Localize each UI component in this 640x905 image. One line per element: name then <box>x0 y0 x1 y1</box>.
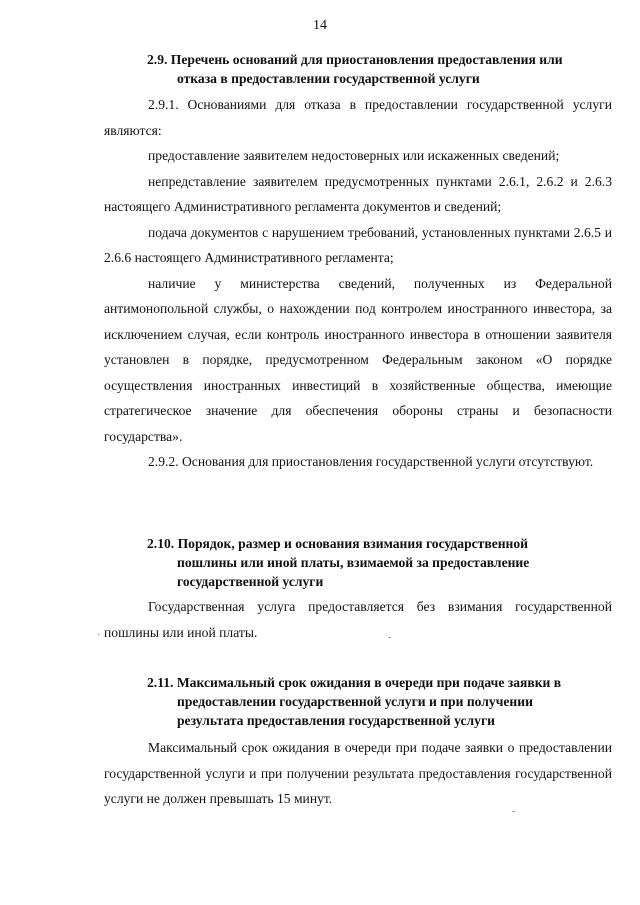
section-2-9-heading <box>147 50 613 88</box>
section-2-10-heading-line2: пошлины или иной платы, взимаемой за предоставление <box>177 555 530 570</box>
scan-speck: - <box>388 632 392 643</box>
refusal-reason-4: наличие у министерства сведений, полученных из Федеральной антимонопольной службы, о нахождении под контролем иностранного инвестора, за исключением случая, если контроль иностранного инвестора в отношении заявителя установлен в порядке, предусмотренном Федеральным законом «О порядке осуществления иностранных инвестиций в хозяйственные общества, имеющие стратегическое значение для обеспечения обороны страны и безопасности государства». <box>104 275 612 444</box>
section-2-9-heading-line1: 2.9. Перечень оснований для приостановления предоставления или <box>147 52 563 67</box>
paragraph-2-9-2: 2.9.2. Основания для приостановления государственной услуги отсутствуют. <box>148 454 594 469</box>
section-2-9-body <box>104 92 612 475</box>
section-2-11-body <box>104 735 612 812</box>
section-2-11-heading-line1: 2.11. Максимальный срок ожидания в очереди при подаче заявки в <box>147 675 562 690</box>
section-2-11-heading-line2: предоставлении государственной услуги и при получении <box>177 694 533 709</box>
section-2-10-heading <box>147 534 613 591</box>
refusal-reason-2: непредставление заявителем предусмотренных пунктами 2.6.1, 2.6.2 и 2.6.3 настоящего Административного регламента документов и сведений; <box>104 173 612 214</box>
section-2-10-heading-line1: 2.10. Порядок, размер и основания взимания государственной <box>147 536 529 551</box>
section-2-11-heading-line3: результата предоставления государственной услуги <box>177 713 495 728</box>
paragraph-2-10: Государственная услуга предоставляется без взимания государственной пошлины или иной платы. <box>104 599 612 640</box>
refusal-reason-3: подача документов с нарушением требований, установленных пунктами 2.6.5 и 2.6.6 настоящего Административного регламента; <box>104 224 612 265</box>
section-2-11-heading <box>147 673 613 730</box>
section-2-9-heading-line2: отказа в предоставлении государственной услуги <box>177 71 480 86</box>
refusal-reason-1: предоставление заявителем недостоверных или искаженных сведений; <box>148 148 560 163</box>
page-number: 14 <box>313 18 327 33</box>
scan-speck: · <box>97 630 101 641</box>
section-2-10-body <box>104 594 612 645</box>
paragraph-2-11: Максимальный срок ожидания в очереди при подаче заявки о предоставлении государственной услуги и при получении результата предоставления государственной услуги не должен превышать 15 минут. <box>104 740 612 806</box>
section-2-10-heading-line3: государственной услуги <box>177 574 324 589</box>
paragraph-2-9-1: 2.9.1. Основаниями для отказа в предоставлении государственной услуги являются: <box>104 97 612 138</box>
scan-speck: - <box>512 806 516 817</box>
